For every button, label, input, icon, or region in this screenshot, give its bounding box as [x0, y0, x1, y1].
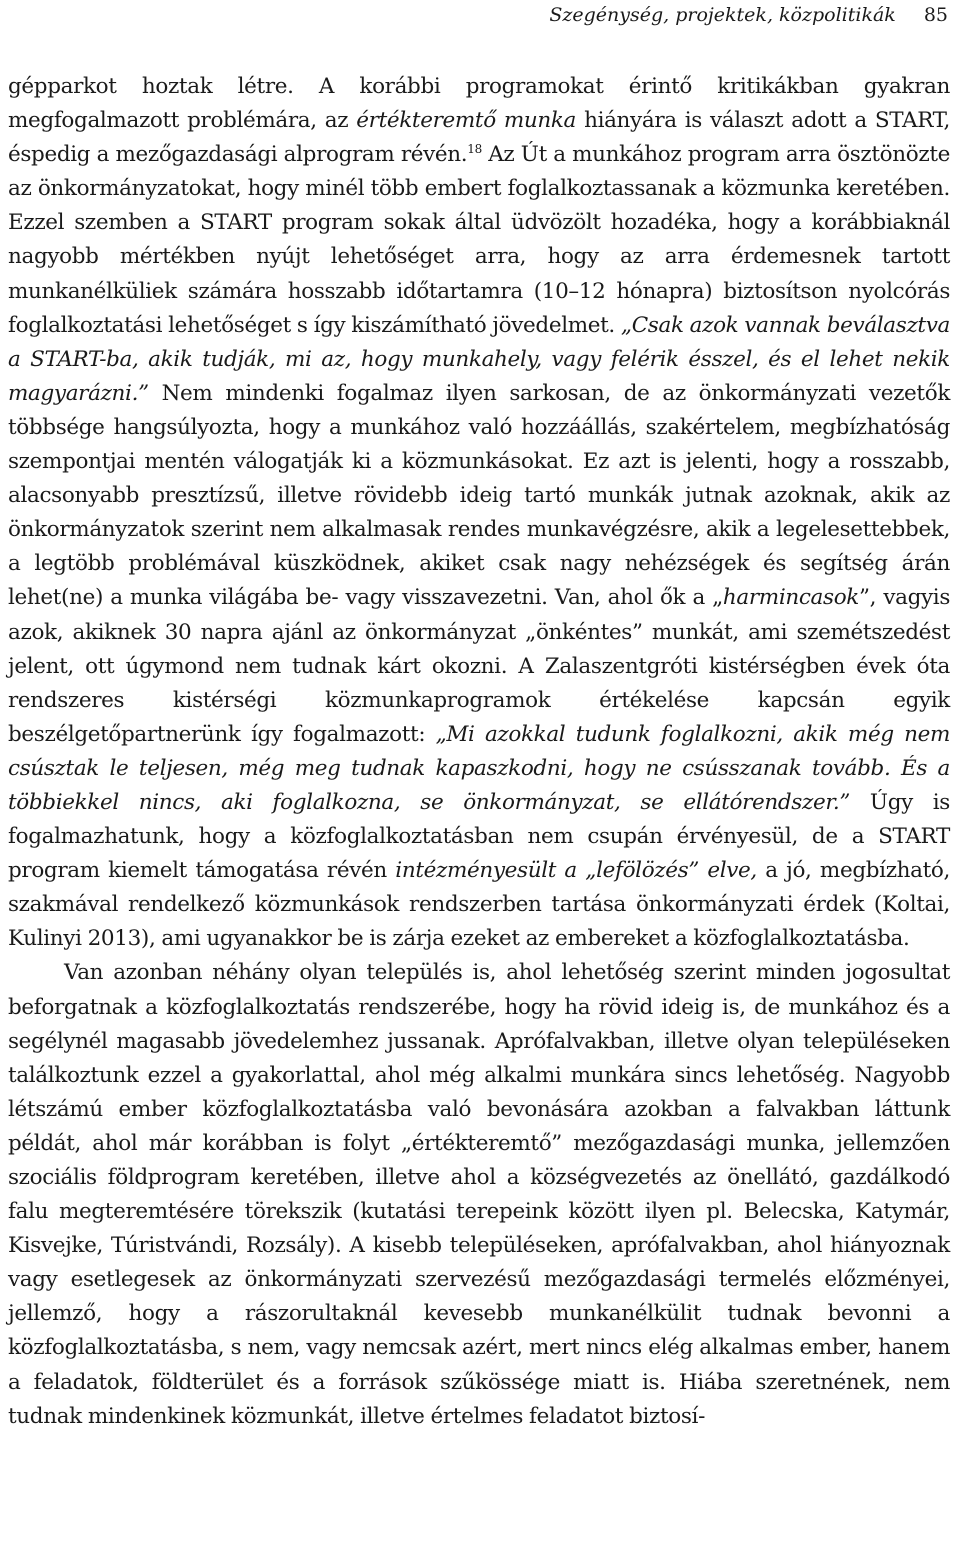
interview-quote: „Csak azok vannak beválasztva a START-ba, akik tudják, mi az, hogy munkahely, vagy felérik ésszel, és el lehet nekik magyarázni.”: [8, 312, 950, 406]
interview-quote: „Mi azokkal tudunk foglalkozni, akik még nem csúsztak le teljesen, még meg tudnak kapaszkodni, hogy ne csússzanak tovább. És a többiekkel nincs, aki foglalkozna, se önkormányzat, se ellátórendszer.”: [8, 721, 951, 815]
italic-text-run: értékteremtő munka: [356, 108, 577, 134]
text-run: ”, vagyis azok, akiknek 30 napra ajánl az önkormányzat „önkéntes” munkát, ami szemétszedést jelent, ott úgymond nem tudnak kárt okozni. A Zalaszentgróti kistérségben évek óta rendszeres kistérségi közmunkaprogramok értékelése kapcsán egyik beszélgetőpartnerünk így fogalmazott:: [8, 585, 951, 747]
running-title: Szegénység, projektek, közpolitikák: [549, 4, 896, 26]
text-run: hiányára is választ adott a START, éspedig a mezőgazdasági alprogram révén.: [8, 108, 950, 168]
italic-text-run: intézményesült a „lefölözés” elve,: [395, 858, 757, 884]
text-run: Van azonban néhány olyan település is, ahol lehetőség szerint minden jogosultat beforgatnak a közfoglalkoztatás rendszerébe, hogy ha rövid ideig is, de munkához és a segélynél magasabb jövedelemhez jussanak. Aprófalvakban, illetve olyan településeken találkoztunk ezzel a gyakorlattal, ahol még alkalmi munkára sincs lehetőség. Nagyobb létszámú ember közfoglalkoztatásba való bevonására azokban a falvakban láttunk példát, ahol már korábban is folyt „értékteremtő” mezőgazdasági munka, jellemzően szociális földprogram keretében, illetve ahol a községvezetés az önellátó, gazdálkodó falu megteremtésére törekszik (kutatási terepeink között ilyen pl. Belecska, Katymár, Kisvejke, Túristvándi, Rozsály). A kisebb településeken, aprófalvakban, ahol hiányoznak vagy esetlegesek az önkormányzati szervezésű mezőgazdasági termelés előzményei, jellemző, hogy a rászorultaknál kevesebb munkanélkülit tudnak bevonni a közfoglalkoztatásba, s nem, vagy nemcsak azért, mert nincs elég alkalmas ember, hanem a feladatok, földterület és a források szűkössége miatt is. Hiába szeretnének, nem tudnak mindenkinek közmunkát, illetve értelmes feladatot biztosí-: [8, 960, 950, 1429]
page-number: 85: [923, 4, 948, 26]
footnote-reference[interactable]: 18: [467, 142, 482, 157]
text-run: gépparkot hoztak létre. A korábbi programokat érintő kritikákban gyakran megfogalmazott problémára, az: [8, 74, 950, 134]
body-text: [8, 70, 950, 1434]
text-run: Nem mindenki fogalmaz ilyen sarkosan, de az önkormányzati vezetők többsége hangsúlyozta, hogy a munkához való hozzáállás, szakértelem, megbízhatóság szempontjai mentén válogatják ki a közmunkásokat. Ez azt is jelenti, hogy a rosszabb, alacsonyabb presztízsű, illetve rövidebb ideig tartó munkák jutnak azoknak, akik az önkormányzatok szerint nem alkalmasak rendes munkavégzésre, akik a legelesettebbek, a legtöbb problémával küszködnek, akiket csak nagy nehézségek és segítség árán lehet(ne) a munka világába be- vagy visszavezetni. Van, ahol ők a „: [8, 380, 950, 611]
text-run: Az Út a munkához program arra ösztönözte az önkormányzatokat, hogy minél több embert foglalkoztassanak a közmunka keretében. Ezzel szemben a START program sokak által üdvözölt hozadéka, hogy a korábbiaknál nagyobb mértékben nyújt lehetőséget arra, hogy az arra érdemesnek tartott munkanélküliek számára hosszabb időtartamra (10–12 hónapra) biztosítson nyolcórás foglalkoztatási lehetőséget s így kiszámítható jövedelmet.: [8, 142, 950, 338]
italic-text-run: harmincasok: [722, 585, 859, 611]
paragraph: [8, 956, 950, 1433]
text-run: a jó, megbízható, szakmával rendelkező közmunkások rendszerben tartása önkormányzati érdek (Koltai, Kulinyi 2013), ami ugyanakkor be is zárja ezeket az embereket a közfoglalkoztatásba.: [8, 858, 951, 952]
paragraph: [8, 70, 950, 956]
text-run: Úgy is fogalmazhatunk, hogy a közfoglalkoztatásban nem csupán érvényesül, de a START program kiemelt támogatása révén: [8, 789, 950, 884]
running-header: [549, 2, 948, 28]
